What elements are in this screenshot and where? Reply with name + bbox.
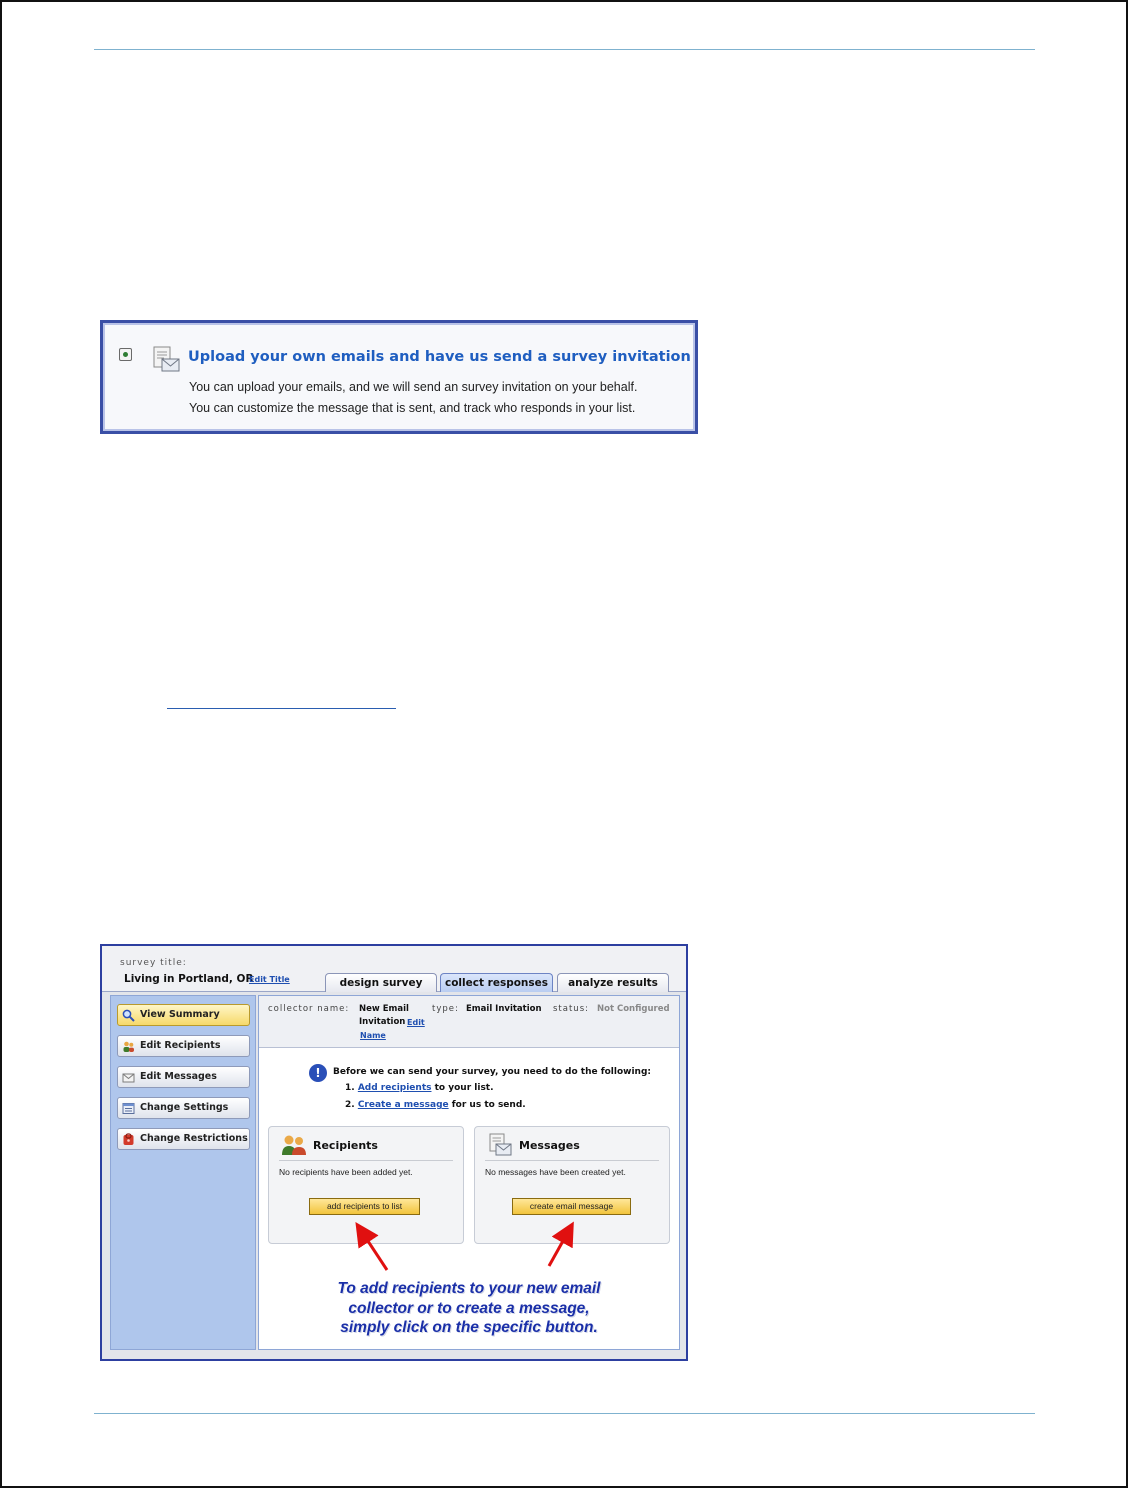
edit-name-link[interactable]: Edit: [407, 1018, 425, 1027]
upload-emails-icon: [151, 345, 181, 375]
callout-line-2: collector or to create a message,: [348, 1299, 590, 1317]
survey-title: Living in Portland, OR: [124, 973, 254, 985]
option-panel: [105, 325, 693, 429]
envelope-icon: [122, 1071, 135, 1084]
option-description-line-1: You can upload your emails, and we will send an survey invitation on your behalf.: [189, 380, 638, 394]
status-label: status:: [553, 1004, 589, 1014]
change-restrictions-label: Change Restrictions: [140, 1133, 248, 1144]
edit-messages-button[interactable]: [117, 1066, 250, 1088]
survey-title-label: survey title:: [120, 958, 187, 968]
header-rule: [94, 49, 1035, 50]
collector-main-panel: [258, 995, 680, 1350]
callout-line-1: To add recipients to your new email: [337, 1280, 601, 1297]
recipients-panel-title: Recipients: [313, 1139, 378, 1152]
view-summary-button[interactable]: [117, 1004, 250, 1026]
edit-name-link-continued[interactable]: Name: [360, 1031, 386, 1040]
change-restrictions-button[interactable]: [117, 1128, 250, 1150]
step-2-number: 2.: [345, 1100, 355, 1110]
option-radio-button[interactable]: [119, 348, 132, 361]
footer-rule: [94, 1413, 1035, 1414]
messages-divider: [485, 1160, 659, 1161]
hyperlink-underline[interactable]: [167, 708, 396, 709]
step-1: [345, 1083, 494, 1093]
view-summary-label: View Summary: [140, 1009, 220, 1020]
survey-header: [102, 946, 686, 992]
option-description-line-2: You can customize the message that is sent, and track who responds in your list.: [189, 401, 636, 415]
collector-name-line-2: Invitation: [359, 1017, 406, 1027]
create-message-link[interactable]: Create a message: [357, 1100, 449, 1110]
status-value: Not Configured: [597, 1004, 670, 1014]
tab-collect-responses[interactable]: collect responses: [440, 973, 553, 992]
step-1-text: to your list.: [434, 1083, 494, 1093]
collector-name-label: collector name:: [268, 1004, 350, 1014]
step-2-text: for us to send.: [451, 1100, 526, 1110]
edit-recipients-label: Edit Recipients: [140, 1040, 221, 1051]
users-icon: [122, 1040, 135, 1053]
messages-panel-title: Messages: [519, 1139, 580, 1152]
recipients-panel: [268, 1126, 464, 1244]
type-value: Email Invitation: [466, 1004, 542, 1014]
change-settings-label: Change Settings: [140, 1102, 229, 1113]
change-settings-button[interactable]: [117, 1097, 250, 1119]
add-recipients-link[interactable]: Add recipients: [357, 1083, 432, 1093]
option-title[interactable]: Upload your own emails and have us send a survey invitation: [188, 349, 691, 365]
recipients-empty-message: No recipients have been added yet.: [279, 1167, 413, 1177]
restrictions-icon: [122, 1133, 135, 1146]
magnifier-icon: [122, 1009, 135, 1022]
callout-line-3: simply click on the specific button.: [340, 1319, 598, 1336]
messages-icon: [487, 1133, 513, 1157]
messages-panel: [474, 1126, 670, 1244]
collector-option-screenshot: [100, 320, 698, 434]
instruction-callout: [299, 1279, 639, 1338]
info-icon: !: [309, 1064, 327, 1082]
messages-empty-message: No messages have been created yet.: [485, 1167, 626, 1177]
add-recipients-to-list-button[interactable]: add recipients to list: [309, 1198, 420, 1215]
create-email-message-button[interactable]: create email message: [512, 1198, 631, 1215]
edit-messages-label: Edit Messages: [140, 1071, 217, 1082]
type-label: type:: [432, 1004, 459, 1014]
collector-name-line-1: New Email: [359, 1004, 409, 1014]
notice-text: Before we can send your survey, you need to do the following:: [333, 1067, 652, 1077]
email-collector-screenshot: [100, 944, 688, 1361]
collector-info-bar: [259, 996, 679, 1048]
recipients-divider: [279, 1160, 453, 1161]
collector-sidebar: [110, 995, 256, 1350]
edit-recipients-button[interactable]: [117, 1035, 250, 1057]
tab-design-survey[interactable]: design survey: [325, 973, 437, 992]
settings-icon: [122, 1102, 135, 1115]
tab-analyze-results[interactable]: analyze results: [557, 973, 669, 992]
step-1-number: 1.: [345, 1083, 355, 1093]
step-2: [345, 1100, 526, 1110]
recipients-icon: [281, 1133, 307, 1157]
edit-title-link[interactable]: Edit Title: [249, 975, 290, 984]
